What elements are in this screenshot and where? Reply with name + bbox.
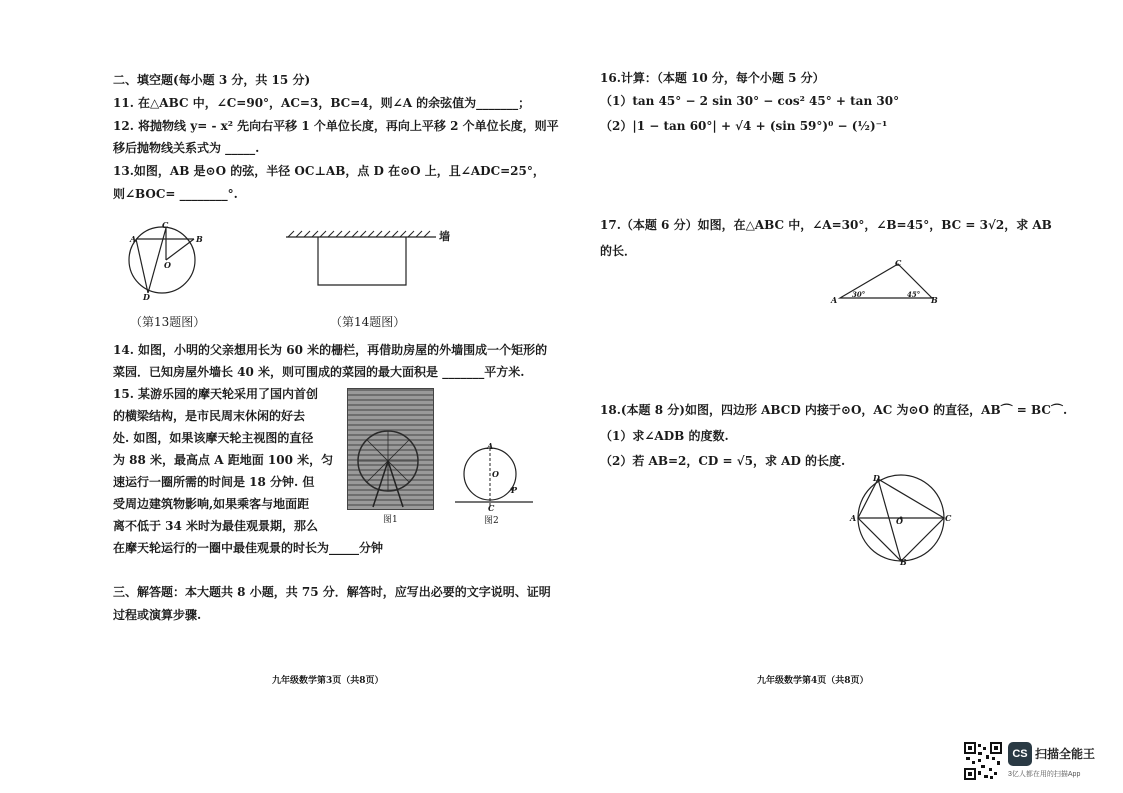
figure-13-circle: [122, 220, 202, 300]
question-18-line1: 18.(本题 8 分)如图，四边形 ABCD 内接于⊙O，AC 为⊙O 的直径，AB⌒ = BC⌒.: [600, 403, 1068, 417]
question-18-part2: （2）若 AB=2，CD = √5，求 AD 的长度.: [600, 454, 846, 468]
fig13-label-b: B: [196, 234, 203, 244]
fig15-label-o: O: [492, 469, 499, 479]
fig18-label-a: A: [850, 513, 857, 523]
figure-15-1-caption: 图1: [383, 515, 398, 525]
fig18-label-o: O: [896, 516, 903, 526]
section3-title-line2: 过程或演算步骤.: [113, 608, 202, 622]
camscanner-logo: CS: [1008, 742, 1032, 766]
fig17-angle-b: 45°: [907, 290, 921, 299]
figure-14-caption: （第14题图）: [330, 315, 406, 329]
question-13-line2: 则∠BOC= ________°.: [113, 187, 238, 201]
fig17-label-c: C: [895, 258, 902, 268]
fig17-label-a: A: [831, 295, 838, 305]
question-17-line1: 17.（本题 6 分）如图，在△ABC 中，∠A=30°，∠B=45°，BC = 3√2，求 AB: [600, 218, 1052, 232]
fig13-label-a: A: [130, 234, 137, 244]
question-11: 11. 在△ABC 中，∠C=90°，AC=3，BC=4，则∠A 的余弦值为_______；: [113, 96, 531, 110]
question-15-line3: 处. 如图，如果该摩天轮主视图的直径: [113, 431, 314, 445]
fig18-label-b: B: [900, 557, 907, 567]
left-page-footer: 九年级数学第3页（共8页）: [272, 676, 384, 686]
fig15-label-p: P: [511, 485, 518, 495]
fig17-label-b: B: [931, 295, 938, 305]
question-17-line2: 的长．: [600, 244, 637, 258]
fig15-label-a: A: [487, 441, 494, 451]
question-16-part2: （2）|1 − tan 60°| + √4 + (sin 59°)⁰ − (½)⁻¹: [600, 119, 888, 133]
question-15-line2: 的横梁结构，是市民周末休闲的好去: [113, 409, 306, 423]
question-16-title: 16.计算：（本题 10 分，每个小题 5 分）: [600, 71, 825, 85]
ferris-wheel-photo: [347, 388, 434, 510]
question-15-line7: 离不低于 34 米时为最佳观景期，那么: [113, 519, 319, 533]
question-15-line4: 为 88 米，最高点 A 距地面 100 米，匀: [113, 453, 334, 467]
camscanner-tagline: 3亿人都在用的扫描App: [1008, 771, 1081, 778]
question-14-line1: 14. 如图，小明的父亲想用长为 60 米的栅栏，再借助房屋的外墙围成一个矩形的: [113, 343, 548, 357]
figure-14-wall-label: 墙: [439, 230, 450, 243]
figure-14-wall: [286, 228, 438, 290]
section3-title-line1: 三、解答题：本大题共 8 小题，共 75 分．解答时，应写出必要的文字说明、证明: [113, 585, 551, 599]
question-15-line1: 15. 某游乐园的摩天轮采用了国内首创: [113, 387, 319, 401]
right-page-footer: 九年级数学第4页（共8页）: [757, 676, 869, 686]
figure-15-2-caption: 图2: [484, 516, 499, 526]
question-12-line2: 移后抛物线关系式为 _____.: [113, 141, 260, 155]
question-13-line1: 13.如图，AB 是⊙O 的弦，半径 OC⊥AB，点 D 在⊙O 上，且∠ADC=25°，: [113, 164, 545, 178]
fig13-label-d: D: [143, 292, 150, 302]
fig15-label-c: C: [488, 503, 495, 513]
camscanner-name: 扫描全能王: [1035, 747, 1096, 761]
question-14-line2: 菜园．已知房屋外墙长 40 米，则可围成的菜园的最大面积是 _______平方米.: [113, 365, 525, 379]
question-15-last-line: 在摩天轮运行的一圈中最佳观景的时长为_____分钟: [113, 541, 384, 555]
question-16-part1: （1）tan 45° − 2 sin 30° − cos² 45° + tan 30°: [600, 94, 900, 108]
fig13-label-c: C: [162, 220, 169, 230]
fig17-angle-a: 30°: [852, 290, 866, 299]
section2-title: 二、填空题(每小题 3 分，共 15 分): [113, 73, 311, 87]
figure-13-caption: （第13题图）: [130, 315, 206, 329]
question-15-line5: 速运行一圈所需的时间是 18 分钟. 但: [113, 475, 315, 489]
qr-code-icon: [964, 742, 1002, 780]
fig13-label-o: O: [164, 260, 171, 270]
question-15-line6: 受周边建筑物影响,如果乘客与地面距: [113, 497, 310, 511]
fig18-label-c: C: [945, 513, 952, 523]
fig18-label-d: D: [873, 473, 880, 483]
question-18-part1: （1）求∠ADB 的度数.: [600, 429, 729, 443]
question-12-line1: 12. 将抛物线 y= - x² 先向右平移 1 个单位长度，再向上平移 2 个单位长度，则平: [113, 119, 559, 133]
